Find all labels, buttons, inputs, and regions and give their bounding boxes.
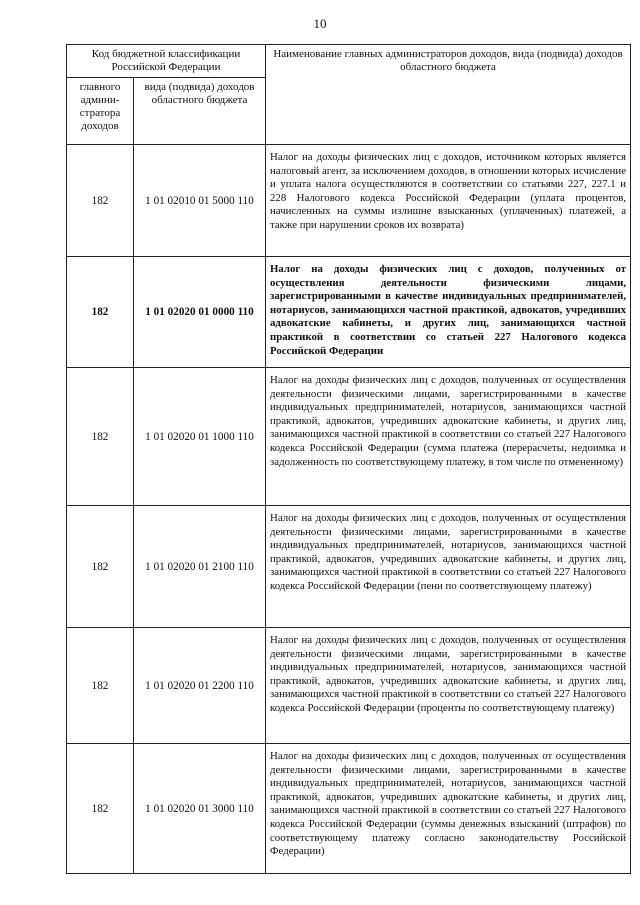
income-code: 1 01 02020 01 1000 110: [134, 368, 266, 506]
admin-code: 182: [67, 744, 134, 874]
table-row: [67, 145, 631, 257]
header-admin-col: главного админи-стратора доходов: [67, 78, 134, 145]
table-row: [67, 257, 631, 368]
income-description: Налог на доходы физических лиц с доходов, полученных от осуществления деятельности физическими лицами, зарегистрированными в качестве индивидуальных предпринимателей, нотариусов, занимающихся частной практикой, адвокатов, учредивших адвокатские кабинеты, и других лиц, занимающихся частной практикой в соответствии со статьей 227 Налогового кодекса Российской Федерации (суммы денежных взысканий (штрафов) по соответствующему платежу согласно законодательству Российской Федерации): [266, 744, 631, 874]
income-description: Налог на доходы физических лиц с доходов, полученных от осуществления деятельности физическими лицами, зарегистрированными в качестве индивидуальных предпринимателей, нотариусов, занимающихся частной практикой, адвокатов, учредивших адвокатские кабинеты, и других лиц, занимающихся частной практикой в соответствии со статьей 227 Налогового кодекса Российской Федерации (проценты по соответствующему платежу): [266, 628, 631, 744]
header-row: [67, 45, 631, 78]
income-description: Налог на доходы физических лиц с доходов, полученных от осуществления деятельности физическими лицами, зарегистрированными в качестве индивидуальных предпринимателей, нотариусов, занимающихся частной практикой, адвокатов, учредивших адвокатские кабинеты, и других лиц, занимающихся частной практикой в соответствии со статьей 227 Налогового кодекса Российской Федерации: [266, 257, 631, 368]
budget-classification-table: [66, 44, 631, 874]
admin-code: 182: [67, 628, 134, 744]
income-description: Налог на доходы физических лиц с доходов, источником которых является налоговый агент, за исключением доходов, в отношении которых исчисление и уплата налога осуществляются в соответствии со статьями 227, 227.1 и 228 Налогового кодекса Российской Федерации (уплата процентов, начисленных на суммы излишне взысканных (уплаченных) платежей, а также при нарушении сроков их возврата): [266, 145, 631, 257]
table-row: [67, 506, 631, 628]
admin-code: 182: [67, 145, 134, 257]
header-type-col: вида (подвида) доходов областного бюджета: [134, 78, 266, 145]
table-row: [67, 628, 631, 744]
header-kbk-title: Код бюджетной классификации Российской Федерации: [67, 45, 266, 78]
income-description: Налог на доходы физических лиц с доходов, полученных от осуществления деятельности физическими лицами, зарегистрированными в качестве индивидуальных предпринимателей, нотариусов, занимающихся частной практикой, адвокатов, учредивших адвокатские кабинеты, и других лиц, занимающихся частной практикой в соответствии со статьей 227 Налогового кодекса Российской Федерации (сумма платежа (перерасчеты, недоимка и задолженность по соответствующему платежу, в том числе по отмененному): [266, 368, 631, 506]
table-row: [67, 368, 631, 506]
income-code: 1 01 02020 01 3000 110: [134, 744, 266, 874]
header-names-title: Наименование главных администраторов доходов, вида (подвида) доходов областного бюджета: [266, 45, 631, 145]
admin-code: 182: [67, 368, 134, 506]
table-row: [67, 744, 631, 874]
income-description: Налог на доходы физических лиц с доходов, полученных от осуществления деятельности физическими лицами, зарегистрированными в качестве индивидуальных предпринимателей, нотариусов, занимающихся частной практикой, адвокатов, учредивших адвокатские кабинеты, и других лиц, занимающихся частной практикой в соответствии со статьей 227 Налогового кодекса Российской Федерации (пени по соответствующему платежу): [266, 506, 631, 628]
income-code: 1 01 02020 01 2100 110: [134, 506, 266, 628]
income-code: 1 01 02020 01 0000 110: [134, 257, 266, 368]
admin-code: 182: [67, 257, 134, 368]
income-code: 1 01 02020 01 2200 110: [134, 628, 266, 744]
page-number: 10: [313, 16, 327, 31]
admin-code: 182: [67, 506, 134, 628]
income-code: 1 01 02010 01 5000 110: [134, 145, 266, 257]
